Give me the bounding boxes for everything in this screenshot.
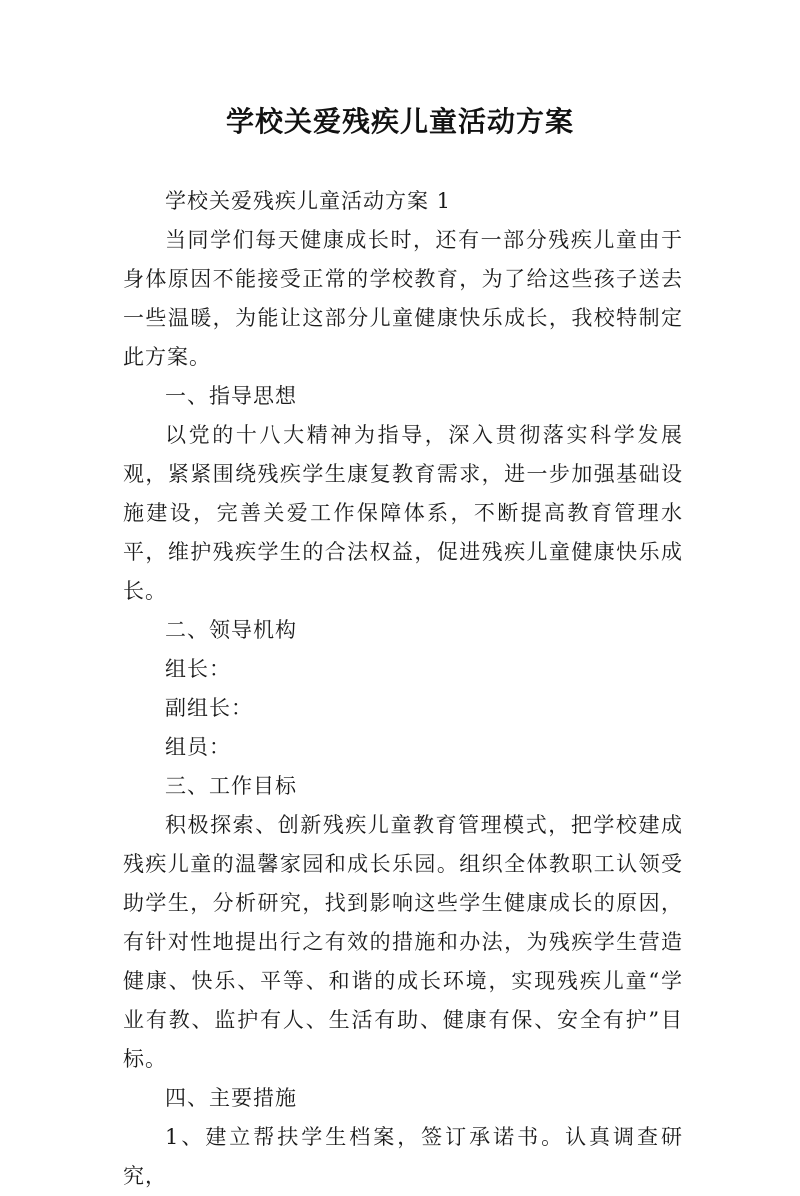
measure-1-paragraph: 1、建立帮扶学生档案，签订承诺书。认真调查研究，: [123, 1125, 683, 1188]
document-body: [123, 182, 683, 1196]
deputy-leader-line: 副组长：: [165, 696, 253, 720]
document-title: 学校关爱残疾儿童活动方案: [225, 105, 574, 138]
section-heading-leadership: 二、领导机构: [165, 618, 297, 642]
goals-paragraph: 积极探索、创新残疾儿童教育管理模式，把学校建成残疾儿童的温馨家园和成长乐园。组织全体教职工认领受助学生，分析研究，找到影响这些学生健康成长的原因，有针对性地提出行之有效的措施和办法，为残疾学生营造健康、快乐、平等、和谐的成长环境，实现残疾儿童“学业有教、监护有人、生活有助、健康有保、安全有护”目标。: [123, 813, 683, 1071]
leader-line: 组长：: [165, 657, 231, 681]
section-heading-guiding-ideology: 一、指导思想: [165, 384, 297, 408]
section-heading-goals: 三、工作目标: [165, 774, 297, 798]
subtitle-paragraph: 学校关爱残疾儿童活动方案 1: [165, 189, 452, 213]
guiding-ideology-paragraph: 以党的十八大精神为指导，深入贯彻落实科学发展观，紧紧围绕残疾学生康复教育需求，进一步加强基础设施建设，完善关爱工作保障体系，不断提高教育管理水平，维护残疾学生的合法权益，促进残疾儿童健康快乐成长。: [123, 423, 683, 603]
members-line: 组员：: [165, 735, 231, 759]
section-heading-measures: 四、主要措施: [165, 1086, 297, 1110]
intro-paragraph: 当同学们每天健康成长时，还有一部分残疾儿童由于身体原因不能接受正常的学校教育，为了给这些孩子送去一些温暖，为能让这部分儿童健康快乐成长，我校特制定此方案。: [123, 228, 683, 369]
